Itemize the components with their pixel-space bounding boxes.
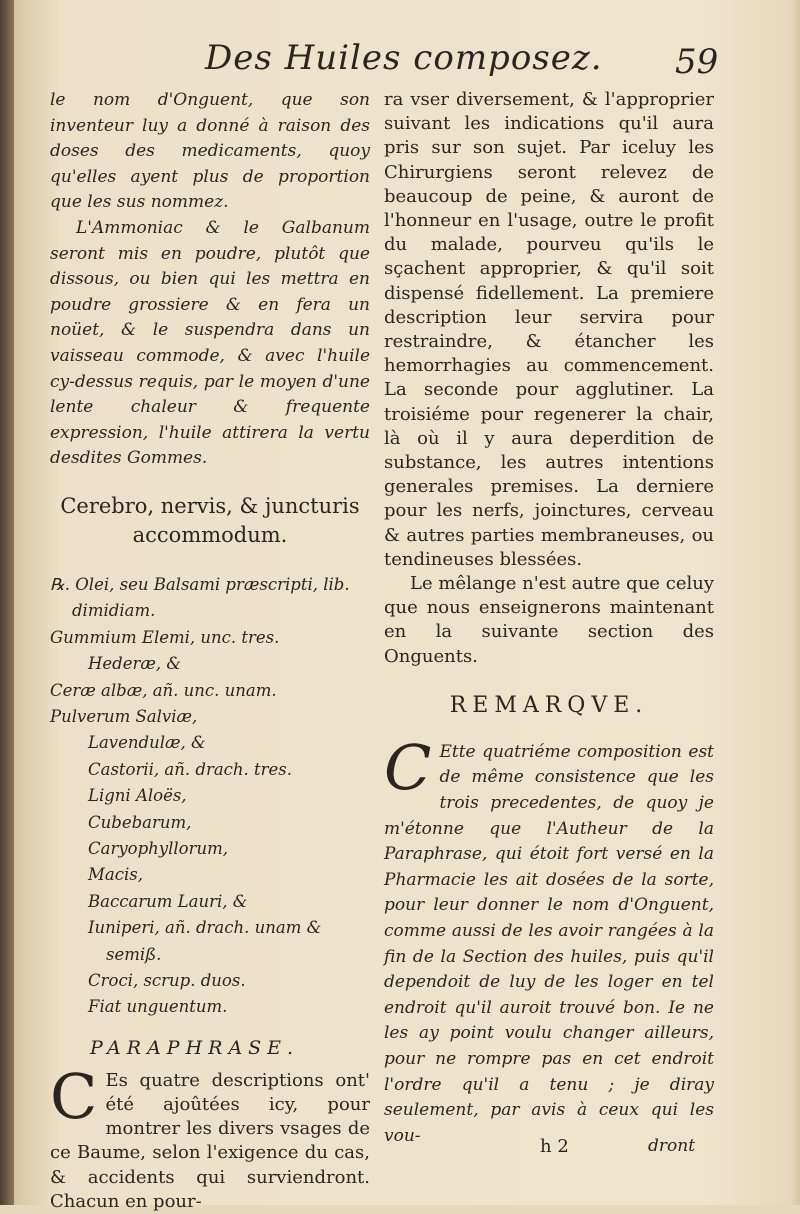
- left-paragraph-1: le nom d'Onguent, que son inventeur luy a donné à raison des doses des medicaments, quoy qu'elles ayent plus de proportion que les sus nommez.: [50, 90, 370, 213]
- signature-mark: h 2: [540, 1136, 569, 1157]
- catchword: dront: [648, 1136, 696, 1156]
- paraphrase-dropcap: C: [50, 1059, 98, 1133]
- recipe-line: Croci, scrup. duos.: [88, 971, 246, 990]
- recipe-line: Lavendulæ, &: [88, 733, 206, 753]
- recipe-line: Hederæ, &: [88, 654, 182, 674]
- recipe-heading: Cerebro, nervis, & juncturis accommodum.: [60, 493, 360, 547]
- remarque-text: Ette quatriéme composition est de même consistence que les trois precedentes, de quoy je m'étonne que l'Autheur de la Paraphrase, qui étoit fort versé en la Pharmacie les ait dosées de la sorte, pour leur donner le nom d'Onguent, comme aussi de les avoir rangées à la fin de la Section des huiles, puis qu'il dependoit de luy de les loger en tel endroit qu'il auroit trouvé bon. Ie ne les ay point voulu changer ailleurs, pour ne rompre pas en cet endroit l'ordre qu'il a tenu ; je diray seulement, par avis à ceux qui les vou-: [384, 741, 714, 1146]
- page-number: 59: [675, 42, 719, 82]
- running-head: Des Huiles composez.: [205, 38, 603, 78]
- recipe-list: [50, 572, 370, 1021]
- recipe-line: dimidiam.: [72, 601, 156, 621]
- recipe-line: Castorii, añ. drach. tres.: [88, 759, 293, 779]
- recipe-line: Fiat unguentum.: [88, 997, 228, 1017]
- left-paragraph-2: L'Ammoniac & le Galbanum seront mis en poudre, plutôt que dissous, ou bien qui les mettra en poudre grossiere & en fera un noüet, & le suspendra dans un vaisseau commode, & avec l'huile cy-dessus requis, par le moyen d'une lente chaleur & frequente expression, l'huile attirera la vertu desdites Gommes.: [50, 217, 370, 469]
- right-paragraph-1: ra vser diversement, & l'approprier suivant les indications qu'il aura pris sur son sujet. Par iceluy les Chirurgiens seront relevez de beaucoup de peine, & auront de l'honneur en l'usage, outre le profit du malade, pourveu qu'ils le sçachent approprier, & qu'il soit dispensé fidellement. La premiere description leur servira pour restraindre, & étancher les hemorrhagies au commencement. La seconde pour agglutiner. La troisiéme pour regenerer la chair, là où il y aura deperdition de substance, les autres intentions generales premises. La derniere pour les nerfs, joinctures, cerveau & autres parties membraneuses, ou tendineuses blessées.: [384, 89, 714, 570]
- recipe-line: Cubebarum,: [88, 812, 192, 832]
- left-column: [50, 88, 370, 1214]
- book-spine: [0, 0, 14, 1205]
- recipe-line: Pulverum Salviæ,: [50, 706, 198, 726]
- remarque-title: REMARQVE.: [449, 692, 649, 718]
- recipe-line: Baccarum Lauri, &: [88, 891, 248, 911]
- paraphrase-title: PARAPHRASE.: [90, 1036, 300, 1059]
- recipe-line: Ligni Aloës,: [88, 786, 187, 806]
- paraphrase-text: Es quatre descriptions ont' été ajoûtées icy, pour montrer les divers vsages de ce Baume, selon l'exigence du cas, & accidents qui surviendront. Chacun en pour-: [50, 1069, 370, 1212]
- recipe-line: Caryophyllorum,: [88, 838, 229, 858]
- right-paragraph-2: Le mêlange n'est autre que celuy que nous enseignerons maintenant en la suivante section des Onguents.: [384, 573, 714, 667]
- recipe-line: semiß.: [106, 944, 162, 964]
- right-column: [384, 88, 714, 1149]
- recipe-line: Gummium Elemi, unc. tres.: [50, 627, 280, 647]
- recipe-line: Iuniperi, añ. drach. unam &: [88, 918, 322, 938]
- recipe-line: Ceræ albæ, añ. unc. unam.: [50, 680, 277, 700]
- remarque-dropcap: C: [384, 730, 432, 804]
- recipe-line: ℞. Olei, seu Balsami præscripti, lib.: [50, 574, 350, 594]
- recipe-line: Macis,: [88, 865, 143, 885]
- remarque-paragraph: [384, 730, 714, 1150]
- paraphrase-paragraph: [50, 1059, 370, 1214]
